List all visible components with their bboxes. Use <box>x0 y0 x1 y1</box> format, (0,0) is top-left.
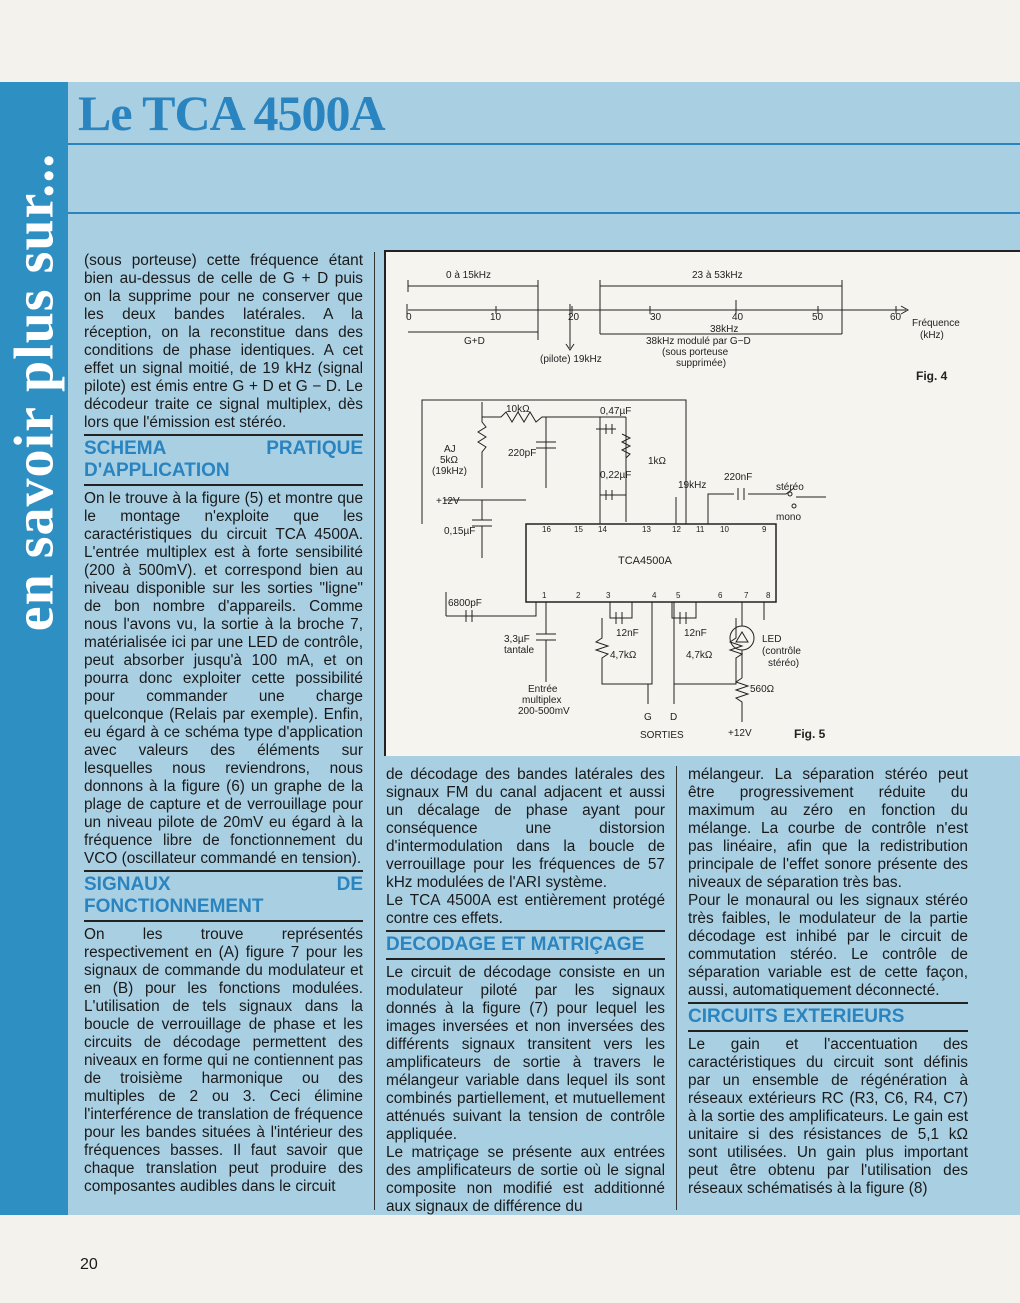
paragraph: On le trouve à la figure (5) et montre que le montage n'exploite que les caractéristiques du circuit TCA 4500A. L'entrée multiplex est à forte sensibilité (200 à 500mV). et correspond bien au niveau disponible sur les sorties "ligne" de bon nombre d'appareils. Comme nous l'avons vu, la sortie à la broche 7, matérialisée ici par une LED de contrôle, peut absorber jusqu'à 100 mA, et on pourra donc exploiter cette possibilité pour commander une charge quelconque (Relais par exemple). Enfin, eu égard à ce schéma type d'application avec valeurs des éléments sur lesquelles nous reviendrons, nous donnons à la figure (6) un graphe de la plage de capture et de verrouillage pour un niveau pilote de 20mV eu égard à la fréquence libre de fonctionnement du VCO (oscillateur commandé en tension). <box>84 490 363 867</box>
sub-label: 38kHz modulé par G−D <box>646 336 751 347</box>
pin-label: 12 <box>672 525 681 534</box>
pin-label: 6 <box>718 591 723 600</box>
paragraph: Pour le monaural ou les signaux stéréo très faibles, le modulateur de la partie décodage est inhibé par le circuit de commutation stéréo. Le contrôle de séparation variable est de cette façon, aussi, automatiquement déconnecté. <box>688 892 968 999</box>
component-label: 560Ω <box>750 684 775 695</box>
pin-label: 3 <box>606 591 611 600</box>
led-label: LED <box>762 634 782 645</box>
axis-label: Fréquence <box>912 318 960 329</box>
input-label: 200-500mV <box>518 706 570 717</box>
input-label: multiplex <box>522 695 562 706</box>
ic-label: TCA4500A <box>618 555 672 567</box>
sub-label: supprimée) <box>676 358 727 369</box>
tick-label: 0 <box>406 312 412 323</box>
component-label: 19kHz <box>678 480 707 491</box>
pin-label: 10 <box>720 525 729 534</box>
component-label: 0,47µF <box>600 406 632 417</box>
section-heading: SIGNAUX DE FONCTIONNEMENT <box>84 870 363 922</box>
pin-label: 16 <box>542 525 551 534</box>
paragraph: On les trouve représentés respectivement en (A) figure 7 pour les signaux de commande du modulateur et en (B) pour les fonctions modulées. L'utilisation de tels signaux dans la boucle de verrouillage de phase et les circuits de décodage permettent des niveaux en forme qui ne contiennent pas de troisième harmonique ou des multiples de 2 ou 3. Ceci élimine l'interférence de translation de fréquence pour les bandes situées à l'intérieur des fréquences basses. Il faut savoir que chaque translation peut produire des composantes audibles dans le circuit <box>84 926 363 1195</box>
paragraph: de décodage des bandes latérales des signaux FM du canal adjacent et aussi un décalage de phase ayant pour conséquence une distorsion d'intermodulation dans la boucle de verrouillage pour les fréquences de 57 kHz modulées de l'ARI système. <box>386 766 665 891</box>
switch-label: mono <box>776 512 802 523</box>
column-3 <box>688 766 968 1198</box>
figures-svg <box>386 252 1020 756</box>
pin-label: 2 <box>576 591 581 600</box>
header-rule <box>68 212 1020 214</box>
tick-label: 10 <box>490 312 502 323</box>
component-label: (19kHz) <box>432 466 468 477</box>
paragraph: mélangeur. La séparation stéréo peut être progressivement réduite du maximum au zéro en fonction du mélange. La courbe de contrôle n'est pas linéaire, afin que la redistribution principale de l'effet sonore présente des niveaux de séparation très bas. <box>688 766 968 891</box>
pin-label: 1 <box>542 591 547 600</box>
pin-label: 14 <box>598 525 607 534</box>
sidebar-text: en savoir plus sur... <box>3 152 65 632</box>
component-label: 1kΩ <box>648 456 667 467</box>
sidebar-text-wrap <box>0 82 68 702</box>
figure-box <box>384 250 1020 756</box>
tick-label: 30 <box>650 312 662 323</box>
title-rule <box>68 143 1020 145</box>
component-label: 6800pF <box>448 598 482 609</box>
paragraph: Le circuit de décodage consiste en un modulateur piloté par les signaux donnés à la figure (7) pour lequel les images inversées et non inversées des différents signaux transitent vers les amplificateurs de sortie à travers le mélangeur variable dans lequel ils sont combinés partiellement, et mutuellement atténués suivant la tension de contrôle appliquée. <box>386 964 665 1143</box>
output-label: SORTIES <box>640 730 684 741</box>
section-heading: CIRCUITS EXTERIEURS <box>688 1002 968 1032</box>
section-heading: SCHEMA PRATIQUE D'APPLICATION <box>84 434 363 486</box>
supply-label: +12V <box>436 496 460 507</box>
page-number: 20 <box>80 1256 98 1273</box>
axis-unit: (kHz) <box>920 330 944 341</box>
tick-label: 50 <box>812 312 824 323</box>
column-rule <box>374 252 375 1210</box>
component-label: 220nF <box>724 472 753 483</box>
pin-label: 4 <box>652 591 657 600</box>
pilot-label: (pilote) 19kHz <box>540 354 602 365</box>
pin-label: 11 <box>696 525 705 534</box>
component-label: 220pF <box>508 448 537 459</box>
sub-label: 38kHz <box>710 324 739 335</box>
section-heading: DECODAGE ET MATRIÇAGE <box>386 930 665 960</box>
band2-label: 23 à 53kHz <box>692 270 743 281</box>
component-label: 3,3µF <box>504 634 530 645</box>
paragraph: Le matriçage se présente aux entrées des amplificateurs de sortie où le signal composite non modifié est additionné aux signaux de différence du <box>386 1144 665 1215</box>
pin-label: 7 <box>744 591 749 600</box>
component-label: 12nF <box>684 628 707 639</box>
component-label: tantale <box>504 645 535 656</box>
component-label: 10kΩ <box>506 404 530 415</box>
tick-label: 20 <box>568 312 580 323</box>
paragraph: Le TCA 4500A est entièrement protégé contre ces effets. <box>386 892 665 927</box>
led-label: stéréo) <box>768 658 800 669</box>
component-label: AJ <box>444 444 456 455</box>
input-label: Entrée <box>528 684 558 695</box>
fig4-caption: Fig. 4 <box>916 369 948 383</box>
component-label: 4,7kΩ <box>610 650 637 661</box>
paragraph: Le gain et l'accentuation des caractéristiques du circuit sont définis par un ensemble de régénération à réseaux extérieurs RC (R3, C6, R4, C7) à la sortie des amplificateurs. Le gain est unitaire si des résistances de 5,1 kΩ sont utilisées. Un gain plus important peut être obtenu par l'utilisation des réseaux schématisés à la figure (8) <box>688 1036 968 1197</box>
pin-label: 9 <box>762 525 767 534</box>
component-label: 5kΩ <box>440 455 459 466</box>
output-label: D <box>670 712 678 723</box>
band1-label: 0 à 15kHz <box>446 270 492 281</box>
component-label: 0,15µF <box>444 526 476 537</box>
pin-label: 5 <box>676 591 681 600</box>
supply-label: +12V <box>728 728 752 739</box>
column-1 <box>84 252 363 1196</box>
pin-label: 15 <box>574 525 583 534</box>
column-2 <box>386 766 665 1216</box>
sub-label: (sous porteuse <box>662 347 729 358</box>
switch-label: stéréo <box>776 482 804 493</box>
tick-label: 40 <box>732 312 744 323</box>
component-label: 0,22µF <box>600 470 632 481</box>
gd-label: G+D <box>464 336 485 347</box>
component-label: 12nF <box>616 628 639 639</box>
pin-label: 13 <box>642 525 651 534</box>
led-label: (contrôle <box>762 646 801 657</box>
pin-label: 8 <box>766 591 771 600</box>
tick-label: 60 <box>890 312 902 323</box>
paragraph: (sous porteuse) cette fréquence étant bien au-dessus de celle de G + D puis on la supprime pour ne conserver que les deux bandes latérales. A la réception, on la reconstitue dans des conditions de phase identiques. A cet effet un signal moitié, de 19 kHz (signal pilote) est émis entre G + D et G − D. Le décodeur traite ce signal multiplex, dès lors que l'émission est stéréo. <box>84 252 363 431</box>
page-title: Le TCA 4500A <box>78 85 385 141</box>
output-label: G <box>644 712 652 723</box>
fig5-caption: Fig. 5 <box>794 727 826 741</box>
column-rule <box>676 766 677 1210</box>
component-label: 4,7kΩ <box>686 650 713 661</box>
